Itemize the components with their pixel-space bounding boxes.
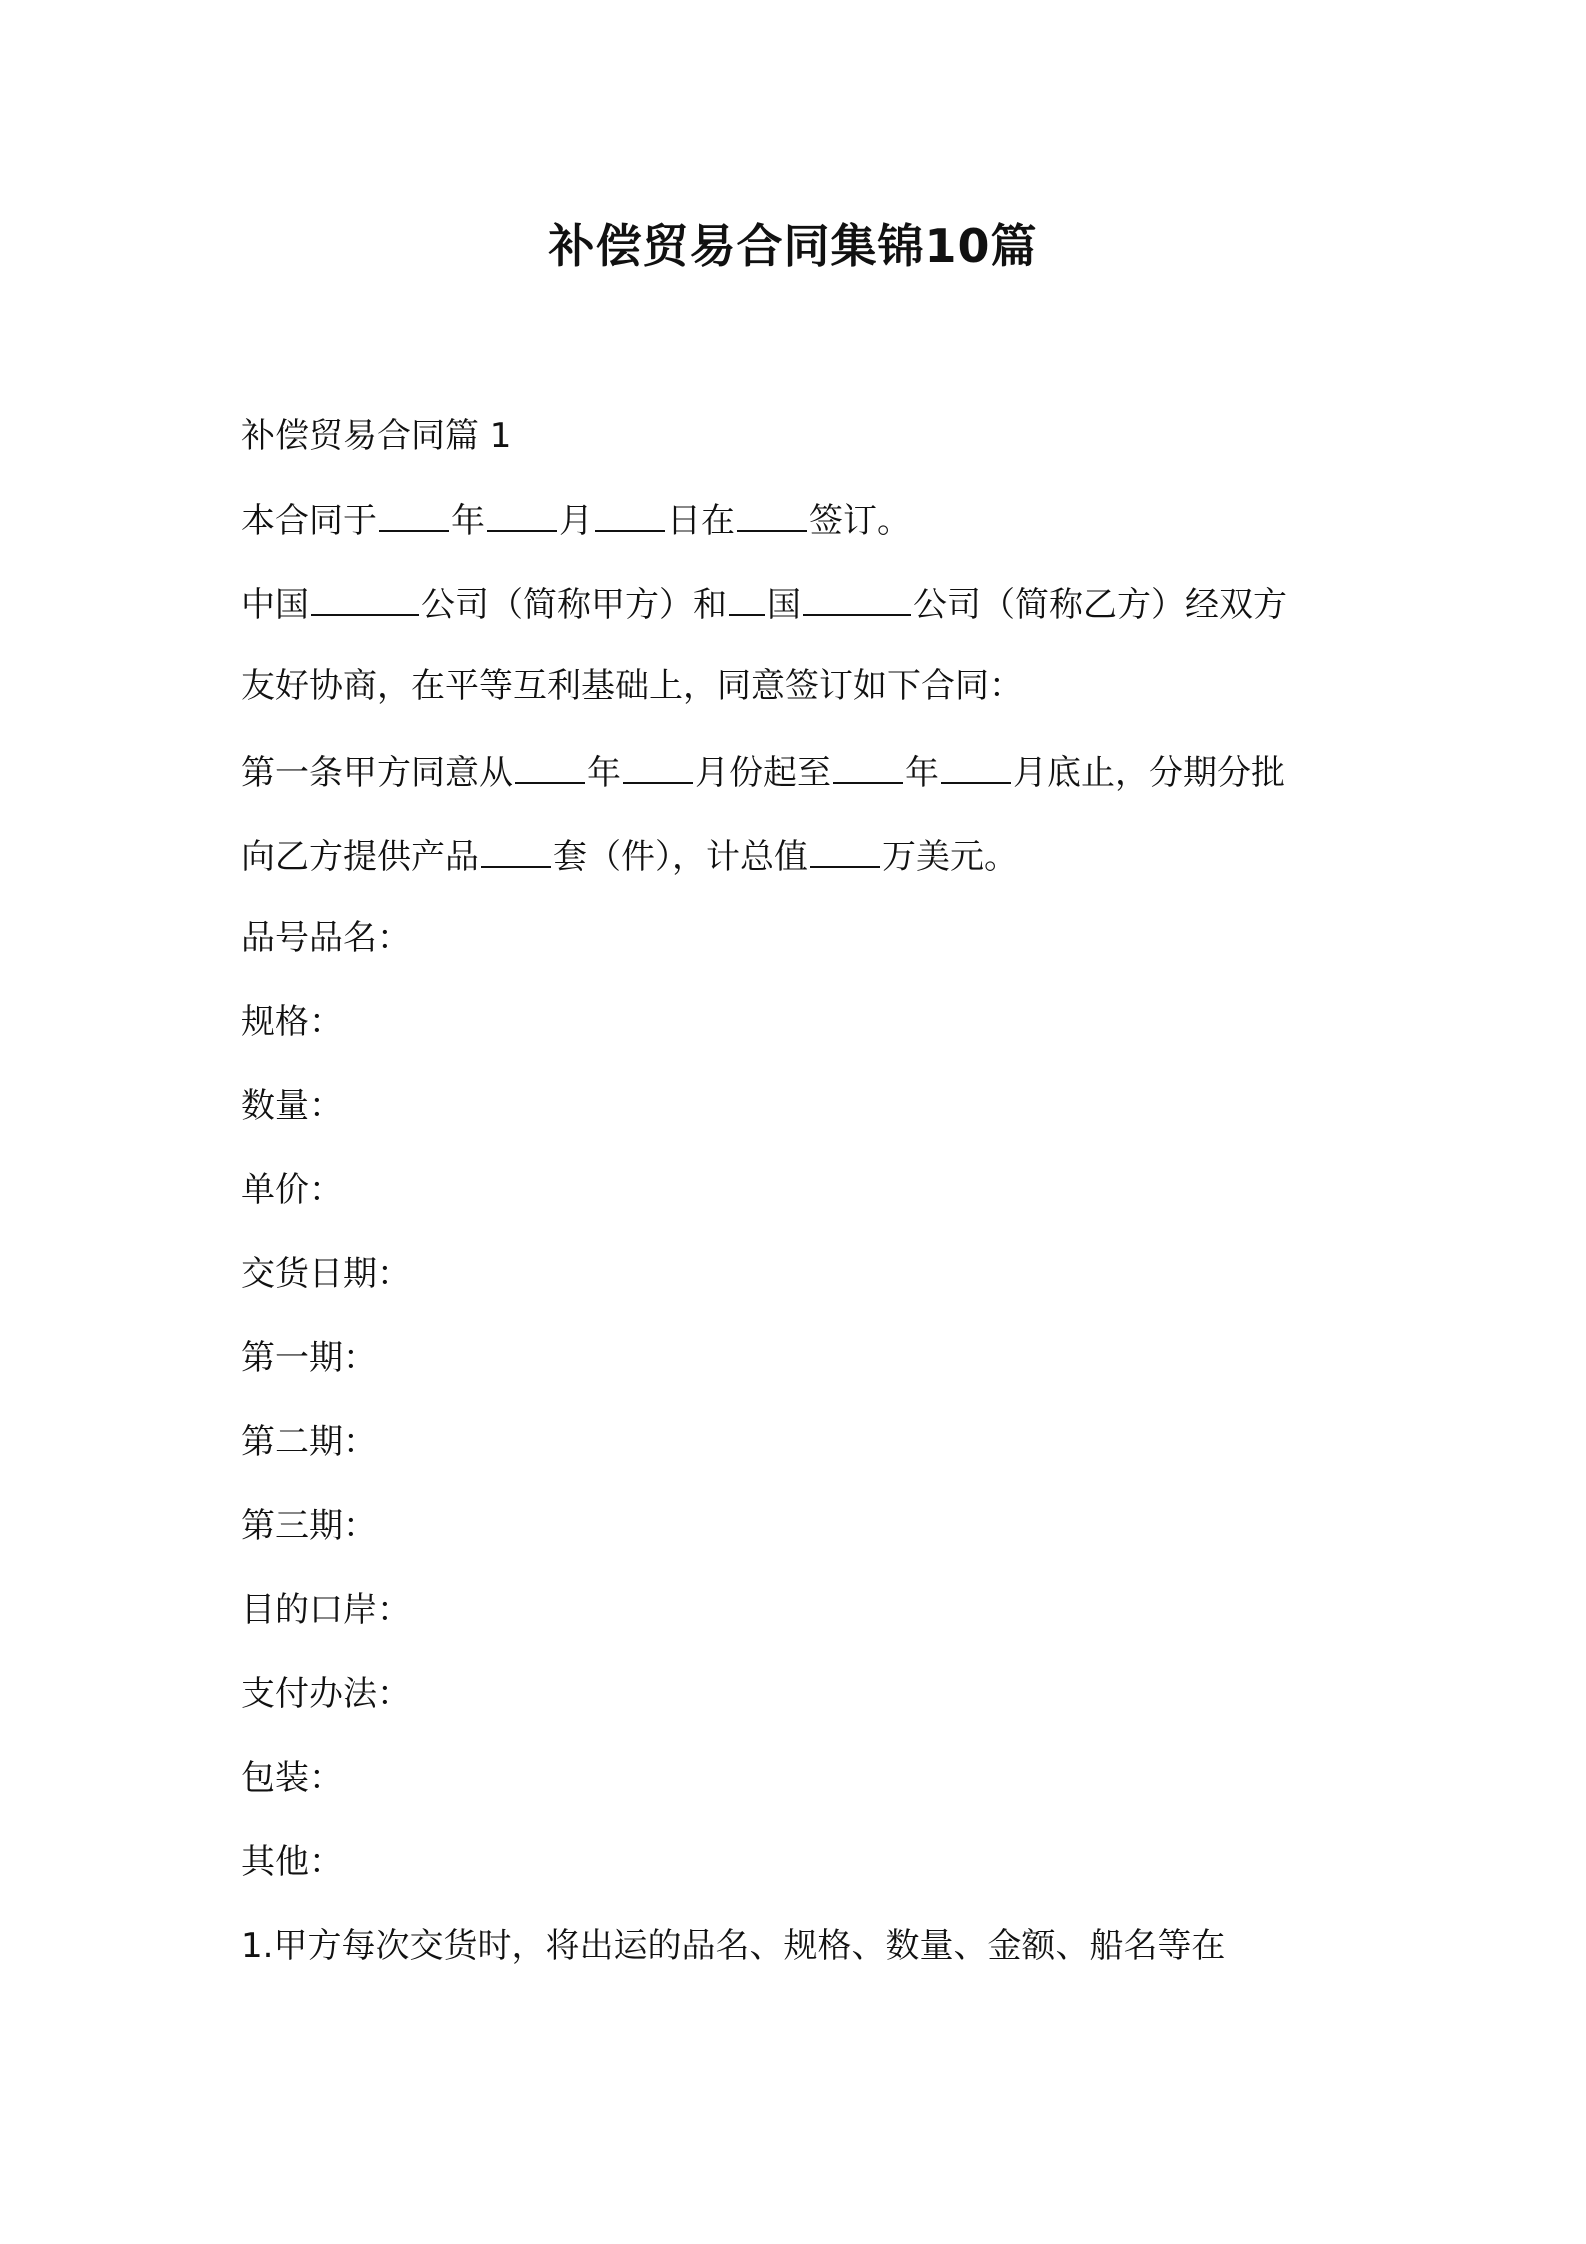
article-1-text: 年 — [905, 753, 939, 793]
date-line-text: 年 — [451, 501, 485, 541]
field-label-other: 其他： — [241, 1842, 343, 1882]
parties-line-continued: 友好协商，在平等互利基础上，同意签订如下合同： — [241, 666, 1023, 706]
parties-line-text: 公司（简称甲方）和 — [421, 585, 727, 625]
blank-field — [941, 746, 1011, 784]
blank-field — [729, 578, 765, 616]
field-label-delivery-date: 交货日期： — [241, 1254, 411, 1294]
blank-field — [623, 746, 693, 784]
field-label-phase-1: 第一期： — [241, 1338, 377, 1378]
contract-date-line — [241, 494, 1361, 545]
article-1-line — [241, 746, 1361, 797]
article-1-cont-text: 向乙方提供产品 — [241, 837, 479, 877]
blank-field — [481, 830, 551, 868]
date-line-text: 日在 — [667, 501, 735, 541]
blank-field — [833, 746, 903, 784]
date-line-text: 月 — [559, 501, 593, 541]
parties-line — [241, 578, 1361, 629]
article-1-cont-text: 套（件），计总值 — [553, 837, 808, 877]
parties-line-text: 中国 — [241, 585, 309, 625]
blank-field — [515, 746, 585, 784]
field-label-product-name: 品号品名： — [241, 918, 411, 958]
article-1-text: 第一条甲方同意从 — [241, 753, 513, 793]
article-1-text: 月份起至 — [695, 753, 831, 793]
article-1-cont-text: 万美元。 — [882, 837, 1018, 877]
field-label-specification: 规格： — [241, 1002, 343, 1042]
parties-line-text: 国 — [767, 585, 801, 625]
date-line-text: 签订。 — [809, 501, 911, 541]
clause-1-text: 1.甲方每次交货时，将出运的品名、规格、数量、金额、船名等在 — [241, 1926, 1226, 1966]
field-label-destination-port: 目的口岸： — [241, 1590, 411, 1630]
date-line-text: 本合同于 — [241, 501, 377, 541]
blank-field — [737, 494, 807, 532]
blank-field — [379, 494, 449, 532]
section-heading: 补偿贸易合同篇 1 — [241, 416, 512, 456]
blank-field — [487, 494, 557, 532]
field-label-packing: 包装： — [241, 1758, 343, 1798]
blank-field — [311, 578, 419, 616]
blank-field — [595, 494, 665, 532]
field-label-quantity: 数量： — [241, 1086, 343, 1126]
field-label-phase-3: 第三期： — [241, 1506, 377, 1546]
field-label-unit-price: 单价： — [241, 1170, 343, 1210]
article-1-text: 月底止，分期分批 — [1013, 753, 1285, 793]
document-title: 补偿贸易合同集锦10篇 — [548, 219, 1038, 273]
field-label-payment-method: 支付办法： — [241, 1674, 411, 1714]
article-1-text: 年 — [587, 753, 621, 793]
field-label-phase-2: 第二期： — [241, 1422, 377, 1462]
blank-field — [810, 830, 880, 868]
article-1-line-continued — [241, 830, 1361, 881]
parties-line-text: 公司（简称乙方）经双方 — [913, 585, 1287, 625]
blank-field — [803, 578, 911, 616]
